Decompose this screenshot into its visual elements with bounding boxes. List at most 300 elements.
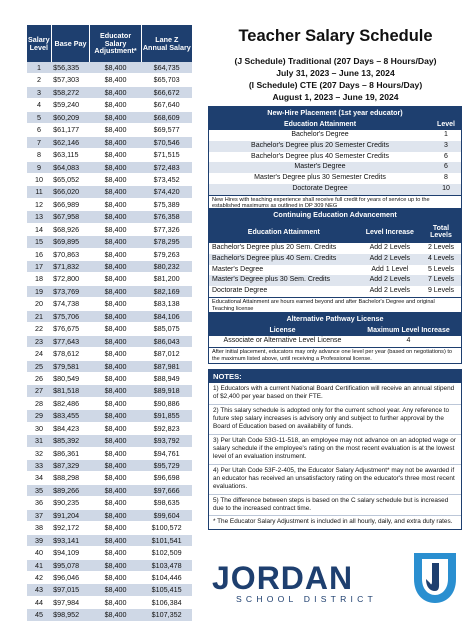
salary-level-header: Salary Level <box>27 25 51 62</box>
attainment-cell: Doctorate Degree <box>209 184 431 195</box>
salary-row <box>27 435 192 447</box>
salary-level-cell: 36 <box>27 497 51 509</box>
educator-adjustment-cell: $8,400 <box>90 248 141 260</box>
annual-salary-cell: $98,635 <box>141 497 192 509</box>
annual-salary-cell: $95,729 <box>141 460 192 472</box>
salary-row <box>27 74 192 86</box>
educator-adjustment-cell: $8,400 <box>90 261 141 273</box>
base-pay-cell: $66,020 <box>51 186 90 198</box>
educator-adjustment-cell: $8,400 <box>90 472 141 484</box>
annual-salary-cell: $100,572 <box>141 522 192 534</box>
salary-level-cell: 33 <box>27 460 51 472</box>
base-pay-cell: $59,240 <box>51 99 90 111</box>
educator-adjustment-cell: $8,400 <box>90 348 141 360</box>
salary-level-cell: 17 <box>27 261 51 273</box>
annual-salary-cell: $65,703 <box>141 74 192 86</box>
base-pay-cell: $58,272 <box>51 86 90 98</box>
alternative-pathway-table <box>209 325 461 347</box>
salary-level-cell: 19 <box>27 285 51 297</box>
salary-level-cell: 10 <box>27 173 51 185</box>
level-cell: 1 <box>431 130 461 141</box>
salary-row <box>27 559 192 571</box>
salary-row <box>27 198 192 210</box>
salary-row <box>27 447 192 459</box>
base-pay-cell: $82,486 <box>51 397 90 409</box>
educator-adjustment-cell: $8,400 <box>90 509 141 521</box>
continuing-row <box>209 243 461 254</box>
i-schedule-dates: August 1, 2023 – June 19, 2024 <box>272 92 399 102</box>
annual-salary-cell: $78,295 <box>141 236 192 248</box>
salary-level-cell: 38 <box>27 522 51 534</box>
total-levels-header: Total Levels <box>421 221 461 243</box>
base-pay-cell: $81,518 <box>51 385 90 397</box>
base-pay-cell: $87,329 <box>51 460 90 472</box>
continuing-row <box>209 286 461 297</box>
salary-row <box>27 509 192 521</box>
salary-level-cell: 6 <box>27 124 51 136</box>
educator-adjustment-cell: $8,400 <box>90 584 141 596</box>
salary-row <box>27 522 192 534</box>
educator-adjustment-cell: $8,400 <box>90 86 141 98</box>
salary-level-cell: 1 <box>27 62 51 74</box>
base-pay-cell: $69,895 <box>51 236 90 248</box>
educator-adjustment-cell: $8,400 <box>90 571 141 583</box>
salary-level-cell: 5 <box>27 111 51 123</box>
educator-adjustment-cell: $8,400 <box>90 447 141 459</box>
annual-salary-cell: $84,106 <box>141 310 192 322</box>
annual-salary-cell: $93,792 <box>141 435 192 447</box>
salary-level-cell: 28 <box>27 397 51 409</box>
salary-level-cell: 24 <box>27 348 51 360</box>
salary-row <box>27 584 192 596</box>
new-hire-row <box>209 141 461 152</box>
education-attainment-header: Education Attainment <box>209 119 431 130</box>
total-levels-cell: 7 Levels <box>421 275 461 286</box>
annual-salary-cell: $87,981 <box>141 360 192 372</box>
salary-row <box>27 161 192 173</box>
educator-adjustment-cell: $8,400 <box>90 484 141 496</box>
level-cell: 8 <box>431 173 461 184</box>
level-increase-cell: Add 2 Levels <box>359 275 421 286</box>
salary-level-cell: 40 <box>27 547 51 559</box>
salary-level-cell: 41 <box>27 559 51 571</box>
jordan-logo-wordmark: JORDAN <box>212 560 354 596</box>
notes-title: NOTES: <box>209 370 461 383</box>
new-hire-title: New-Hire Placement (1st year educator) <box>209 107 461 119</box>
attainment-cell: Master's Degree plus 30 Sem. Credits <box>209 275 359 286</box>
educator-adjustment-cell: $8,400 <box>90 534 141 546</box>
salary-row <box>27 285 192 297</box>
base-pay-cell: $97,015 <box>51 584 90 596</box>
annual-salary-cell: $102,509 <box>141 547 192 559</box>
annual-salary-cell: $64,735 <box>141 62 192 74</box>
base-pay-cell: $64,083 <box>51 161 90 173</box>
lane-z-salary-header: Lane Z Annual Salary <box>141 25 192 62</box>
educator-adjustment-cell: $8,400 <box>90 385 141 397</box>
annual-salary-cell: $72,483 <box>141 161 192 173</box>
salary-row <box>27 335 192 347</box>
annual-salary-cell: $73,452 <box>141 173 192 185</box>
annual-salary-cell: $71,515 <box>141 149 192 161</box>
continuing-education-table <box>209 221 461 297</box>
school-district-subtitle: SCHOOL DISTRICT <box>236 594 377 604</box>
salary-row <box>27 410 192 422</box>
educator-adjustment-cell: $8,400 <box>90 497 141 509</box>
alt-header-row <box>209 325 461 336</box>
annual-salary-cell: $99,604 <box>141 509 192 521</box>
base-pay-cell: $75,706 <box>51 310 90 322</box>
annual-salary-cell: $90,886 <box>141 397 192 409</box>
base-pay-cell: $78,612 <box>51 348 90 360</box>
salary-row <box>27 348 192 360</box>
continuing-title: Continuing Education Advancement <box>209 209 461 221</box>
new-hire-row <box>209 184 461 195</box>
salary-row <box>27 149 192 161</box>
salary-row <box>27 310 192 322</box>
continuing-row <box>209 265 461 276</box>
cont-attainment-header: Education Attainment <box>209 221 359 243</box>
educator-adjustment-cell: $8,400 <box>90 298 141 310</box>
salary-row <box>27 609 192 621</box>
educator-adjustment-cell: $8,400 <box>90 335 141 347</box>
annual-salary-cell: $80,232 <box>141 261 192 273</box>
new-hire-body <box>209 130 461 195</box>
new-hire-placement-box <box>208 106 462 212</box>
educator-adjustment-cell: $8,400 <box>90 211 141 223</box>
salary-level-cell: 43 <box>27 584 51 596</box>
educator-adjustment-cell: $8,400 <box>90 111 141 123</box>
salary-row <box>27 298 192 310</box>
educator-adjustment-cell: $8,400 <box>90 99 141 111</box>
base-pay-cell: $80,549 <box>51 372 90 384</box>
salary-row <box>27 360 192 372</box>
salary-level-cell: 3 <box>27 86 51 98</box>
educator-adjustment-cell: $8,400 <box>90 124 141 136</box>
salary-table-body <box>27 62 192 621</box>
salary-level-cell: 20 <box>27 298 51 310</box>
salary-row <box>27 484 192 496</box>
level-increase-cell: Add 1 Level <box>359 265 421 276</box>
annual-salary-cell: $66,672 <box>141 86 192 98</box>
new-hire-footnote: New Hires with teaching experience shall receive full credit for years of service up to the established maximums as outlined in DP 309 NEG <box>209 195 461 211</box>
educator-adjustment-cell: $8,400 <box>90 198 141 210</box>
base-pay-cell: $94,109 <box>51 547 90 559</box>
educator-adjustment-cell: $8,400 <box>90 522 141 534</box>
salary-level-cell: 32 <box>27 447 51 459</box>
alt-pathway-footnote: After initial placement, educators may only advance one level per year (based on negotiations) to the maximum listed above, until receiving a Professional license. <box>209 347 461 363</box>
educator-adjustment-cell: $8,400 <box>90 397 141 409</box>
alt-pathway-title: Alternative Pathway License <box>209 313 461 325</box>
educator-adjustment-cell: $8,400 <box>90 609 141 621</box>
j-schedule-line: (J Schedule) Traditional (207 Days – 8 Hours/Day) <box>234 56 437 66</box>
educator-adjustment-cell: $8,400 <box>90 173 141 185</box>
annual-salary-cell: $101,541 <box>141 534 192 546</box>
educator-adjustment-cell: $8,400 <box>90 323 141 335</box>
salary-level-cell: 9 <box>27 161 51 173</box>
annual-salary-cell: $74,420 <box>141 186 192 198</box>
salary-row <box>27 385 192 397</box>
salary-level-cell: 39 <box>27 534 51 546</box>
annual-salary-cell: $67,640 <box>141 99 192 111</box>
salary-row <box>27 422 192 434</box>
salary-row <box>27 397 192 409</box>
note-item: * The Educator Salary Adjustment is included in all hourly, daily, and extra duty rates. <box>213 518 453 526</box>
annual-salary-cell: $82,169 <box>141 285 192 297</box>
educator-adjustment-cell: $8,400 <box>90 223 141 235</box>
annual-salary-cell: $79,263 <box>141 248 192 260</box>
attainment-cell: Doctorate Degree <box>209 286 359 297</box>
base-pay-cell: $71,832 <box>51 261 90 273</box>
level-header: Level <box>431 119 461 130</box>
note-item: 1) Educators with a current National Board Certification will receive an annual stipend of $2,400 per year based on their FTE. <box>209 383 461 405</box>
continuing-footnote: Educational Attainment are hours earned beyond and after Bachelor's Degree and original Teaching license <box>209 297 461 313</box>
base-pay-cell: $68,926 <box>51 223 90 235</box>
attainment-cell: Master's Degree plus 30 Semester Credits <box>209 173 431 184</box>
educator-adjustment-cell: $8,400 <box>90 547 141 559</box>
level-cell: 6 <box>431 162 461 173</box>
salary-row <box>27 211 192 223</box>
salary-level-cell: 14 <box>27 223 51 235</box>
salary-level-cell: 13 <box>27 211 51 223</box>
base-pay-cell: $56,335 <box>51 62 90 74</box>
total-levels-cell: 9 Levels <box>421 286 461 297</box>
level-cell: 10 <box>431 184 461 195</box>
total-levels-cell: 5 Levels <box>421 265 461 276</box>
base-pay-cell: $66,989 <box>51 198 90 210</box>
base-pay-cell: $62,146 <box>51 136 90 148</box>
annual-salary-cell: $85,075 <box>141 323 192 335</box>
base-pay-cell: $93,141 <box>51 534 90 546</box>
alt-pathway-row <box>209 336 461 347</box>
j-schedule-dates: July 31, 2023 – June 13, 2024 <box>276 68 395 78</box>
salary-level-cell: 29 <box>27 410 51 422</box>
alt-pathway-body <box>209 336 461 347</box>
salary-row <box>27 173 192 185</box>
base-pay-cell: $96,046 <box>51 571 90 583</box>
level-increase-cell: Add 2 Levels <box>359 243 421 254</box>
annual-salary-cell: $69,577 <box>141 124 192 136</box>
salary-row <box>27 372 192 384</box>
annual-salary-cell: $104,446 <box>141 571 192 583</box>
note-item: 2) This salary schedule is adopted only for the current school year. Any reference to future step salary increases is advisory only and subject to further approval by the Board of Education based on availability of funds. <box>209 405 461 435</box>
jordan-j-logo-icon <box>410 551 460 605</box>
total-levels-cell: 4 Levels <box>421 254 461 265</box>
educator-adjustment-cell: $8,400 <box>90 410 141 422</box>
educator-adjustment-cell: $8,400 <box>90 559 141 571</box>
educator-adjustment-cell: $8,400 <box>90 422 141 434</box>
notes-box <box>208 369 462 530</box>
base-pay-cell: $92,172 <box>51 522 90 534</box>
base-pay-cell: $86,361 <box>51 447 90 459</box>
educator-adjustment-cell: $8,400 <box>90 62 141 74</box>
continuing-row <box>209 254 461 265</box>
salary-row <box>27 497 192 509</box>
salary-level-cell: 25 <box>27 360 51 372</box>
educator-adjustment-header: Educator Salary Adjustment* <box>90 25 141 62</box>
base-pay-cell: $76,675 <box>51 323 90 335</box>
base-pay-cell: $79,581 <box>51 360 90 372</box>
continuing-education-box <box>208 208 462 314</box>
note-item: 4) Per Utah Code 53F-2-405, the Educator Salary Adjustment* may not be awarded if an educator has received an unsatisfactory rating on the educator's three most recent evaluations. <box>209 465 461 495</box>
annual-salary-cell: $81,200 <box>141 273 192 285</box>
continuing-body <box>209 243 461 297</box>
salary-row <box>27 534 192 546</box>
salary-row <box>27 124 192 136</box>
salary-row <box>27 261 192 273</box>
salary-row <box>27 111 192 123</box>
annual-salary-cell: $88,949 <box>141 372 192 384</box>
educator-adjustment-cell: $8,400 <box>90 285 141 297</box>
annual-salary-cell: $75,389 <box>141 198 192 210</box>
salary-level-cell: 18 <box>27 273 51 285</box>
salary-level-cell: 11 <box>27 186 51 198</box>
educator-adjustment-cell: $8,400 <box>90 273 141 285</box>
salary-row <box>27 460 192 472</box>
educator-adjustment-cell: $8,400 <box>90 236 141 248</box>
annual-salary-cell: $83,138 <box>141 298 192 310</box>
salary-row <box>27 547 192 559</box>
annual-salary-cell: $97,666 <box>141 484 192 496</box>
attainment-cell: Master's Degree <box>209 162 431 173</box>
max-level-cell: 4 <box>356 336 461 347</box>
salary-row <box>27 186 192 198</box>
base-pay-cell: $97,984 <box>51 596 90 608</box>
educator-adjustment-cell: $8,400 <box>90 596 141 608</box>
salary-level-cell: 34 <box>27 472 51 484</box>
salary-row <box>27 596 192 608</box>
educator-adjustment-cell: $8,400 <box>90 186 141 198</box>
salary-row <box>27 248 192 260</box>
new-hire-row <box>209 173 461 184</box>
salary-level-cell: 45 <box>27 609 51 621</box>
base-pay-cell: $67,958 <box>51 211 90 223</box>
attainment-cell: Bachelor's Degree plus 40 Sem. Credits <box>209 254 359 265</box>
base-pay-cell: $73,769 <box>51 285 90 297</box>
salary-row <box>27 323 192 335</box>
level-increase-cell: Add 2 Levels <box>359 286 421 297</box>
base-pay-cell: $90,235 <box>51 497 90 509</box>
salary-level-cell: 44 <box>27 596 51 608</box>
salary-row <box>27 99 192 111</box>
salary-schedule-table <box>27 25 192 622</box>
educator-adjustment-cell: $8,400 <box>90 136 141 148</box>
salary-level-cell: 23 <box>27 335 51 347</box>
continuing-row <box>209 275 461 286</box>
annual-salary-cell: $89,918 <box>141 385 192 397</box>
base-pay-cell: $74,738 <box>51 298 90 310</box>
attainment-cell: Bachelor's Degree plus 20 Sem. Credits <box>209 243 359 254</box>
base-pay-cell: $84,423 <box>51 422 90 434</box>
educator-adjustment-cell: $8,400 <box>90 372 141 384</box>
annual-salary-cell: $68,609 <box>141 111 192 123</box>
salary-row <box>27 223 192 235</box>
new-hire-row <box>209 162 461 173</box>
salary-level-cell: 21 <box>27 310 51 322</box>
salary-level-cell: 15 <box>27 236 51 248</box>
salary-level-cell: 7 <box>27 136 51 148</box>
base-pay-cell: $65,052 <box>51 173 90 185</box>
annual-salary-cell: $70,546 <box>141 136 192 148</box>
salary-table-header-row <box>27 25 192 62</box>
salary-level-cell: 26 <box>27 372 51 384</box>
base-pay-cell: $57,303 <box>51 74 90 86</box>
base-pay-cell: $61,177 <box>51 124 90 136</box>
base-pay-cell: $88,298 <box>51 472 90 484</box>
new-hire-header-row <box>209 119 461 130</box>
annual-salary-cell: $107,352 <box>141 609 192 621</box>
salary-level-cell: 2 <box>27 74 51 86</box>
salary-row <box>27 236 192 248</box>
educator-adjustment-cell: $8,400 <box>90 435 141 447</box>
new-hire-row <box>209 152 461 163</box>
level-increase-cell: Add 2 Levels <box>359 254 421 265</box>
continuing-header-row <box>209 221 461 243</box>
note-item: 5) The difference between steps is based on the C salary schedule but is increased due to the increased contract time. <box>209 495 461 517</box>
educator-adjustment-cell: $8,400 <box>90 74 141 86</box>
total-levels-cell: 2 Levels <box>421 243 461 254</box>
base-pay-cell: $95,078 <box>51 559 90 571</box>
annual-salary-cell: $96,698 <box>141 472 192 484</box>
salary-row <box>27 571 192 583</box>
i-schedule-line: (I Schedule) CTE (207 Days – 8 Hours/Day) <box>248 80 423 90</box>
attainment-cell: Master's Degree <box>209 265 359 276</box>
alternative-pathway-box <box>208 312 462 364</box>
base-pay-cell: $89,266 <box>51 484 90 496</box>
base-pay-cell: $70,863 <box>51 248 90 260</box>
max-level-increase-header: Maximum Level Increase <box>356 325 461 336</box>
annual-salary-cell: $91,855 <box>141 410 192 422</box>
annual-salary-cell: $94,761 <box>141 447 192 459</box>
attainment-cell: Bachelor's Degree plus 20 Semester Credits <box>209 141 431 152</box>
salary-level-cell: 35 <box>27 484 51 496</box>
salary-row <box>27 62 192 74</box>
license-header: License <box>209 325 356 336</box>
salary-row <box>27 273 192 285</box>
annual-salary-cell: $76,358 <box>141 211 192 223</box>
salary-level-cell: 4 <box>27 99 51 111</box>
educator-adjustment-cell: $8,400 <box>90 161 141 173</box>
attainment-cell: Bachelor's Degree <box>209 130 431 141</box>
new-hire-table <box>209 119 461 195</box>
base-pay-cell: $77,643 <box>51 335 90 347</box>
salary-level-cell: 22 <box>27 323 51 335</box>
annual-salary-cell: $103,478 <box>141 559 192 571</box>
annual-salary-cell: $92,823 <box>141 422 192 434</box>
level-increase-header: Level Increase <box>359 221 421 243</box>
base-pay-cell: $63,115 <box>51 149 90 161</box>
annual-salary-cell: $87,012 <box>141 348 192 360</box>
salary-level-cell: 27 <box>27 385 51 397</box>
salary-row <box>27 86 192 98</box>
base-pay-cell: $98,952 <box>51 609 90 621</box>
base-pay-cell: $60,209 <box>51 111 90 123</box>
base-pay-header: Base Pay <box>51 25 90 62</box>
level-cell: 6 <box>431 152 461 163</box>
salary-level-cell: 30 <box>27 422 51 434</box>
salary-level-cell: 31 <box>27 435 51 447</box>
salary-level-cell: 8 <box>27 149 51 161</box>
salary-level-cell: 42 <box>27 571 51 583</box>
attainment-cell: Bachelor's Degree plus 40 Semester Credits <box>209 152 431 163</box>
salary-row <box>27 472 192 484</box>
base-pay-cell: $83,455 <box>51 410 90 422</box>
new-hire-row <box>209 130 461 141</box>
base-pay-cell: $91,204 <box>51 509 90 521</box>
level-cell: 3 <box>431 141 461 152</box>
annual-salary-cell: $106,384 <box>141 596 192 608</box>
educator-adjustment-cell: $8,400 <box>90 149 141 161</box>
educator-adjustment-cell: $8,400 <box>90 310 141 322</box>
